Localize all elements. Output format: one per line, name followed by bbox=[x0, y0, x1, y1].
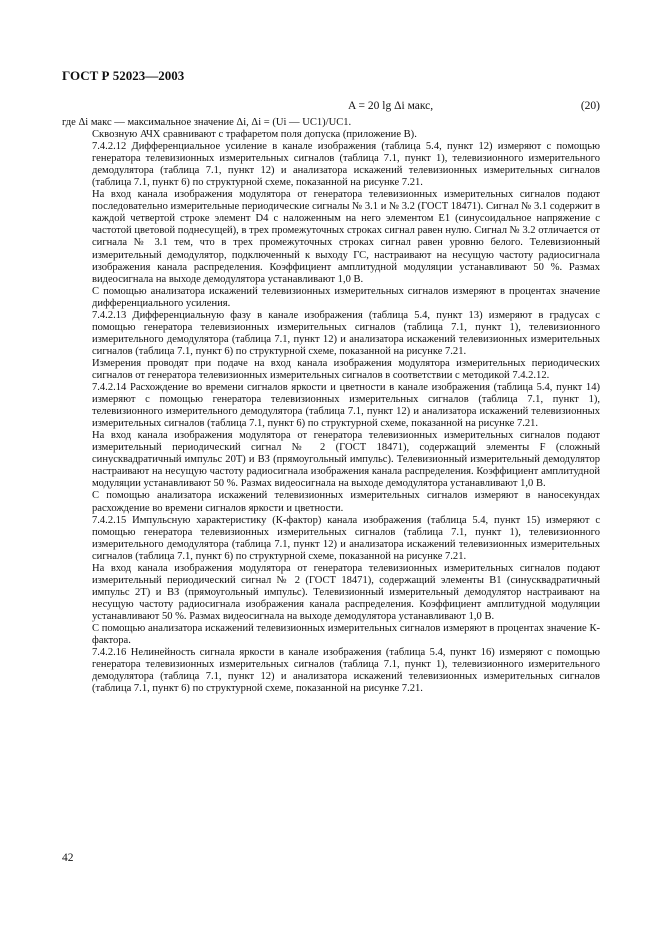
formula-20: A = 20 lg Δi макс, bbox=[348, 100, 434, 112]
body-text bbox=[62, 117, 600, 695]
equation-number: (20) bbox=[580, 100, 600, 112]
paragraph: На вход канала изображения модулятора от генератора телевизионных измерительных сигналов подают измерительный периодический сигнал № 2 (ГОСТ 18471), содержащий элементы В1 (синусквадратичный импульс 2Т) и ВЗ (прямоугольный импульс). Телевизионный измерительный демодулятор настраивают на несущую частоту радиосигнала изображения канала распределения. Коэффициент амплитудной модуляции устанавливают 50 %. Размах видеосигнала на выходе демодулятора устанавливают 1,0 В. bbox=[92, 562, 600, 622]
paragraph: С помощью анализатора искажений телевизионных измерительных сигналов измеряют в процентах значение дифференциального усиления. bbox=[92, 285, 600, 309]
paragraph: С помощью анализатора искажений телевизионных измерительных сигналов измеряют в процентах значение К-фактора. bbox=[92, 622, 600, 647]
paragraph: 7.4.2.12 Дифференциальное усиление в канале изображения (таблица 5.4, пункт 12) измеряют с помощью генератора телевизионных измерительных сигналов (таблица 7.1, пункт 1), телевизионного измерительного демодулятора (таблица 7.1, пункт 12) и анализатора искажений телевизионных измерительных сигналов (таблица 7.1, пункт 6) по структурной схеме, показанной на рисунке 7.21. bbox=[92, 141, 600, 189]
paragraph: Измерения проводят при подаче на вход канала изображения модулятора измерительных периодических сигналов от генератора телевизионных измерительных сигналов в соответствии с методикой 7.4.2.12. bbox=[92, 357, 600, 381]
paragraph: 7.4.2.13 Дифференциальную фазу в канале изображения (таблица 5.4, пункт 13) измеряют в градусах с помощью генератора телевизионных измерительных сигналов (таблица 7.1, пункт 1), телевизионного измерительного демодулятора (таблица 7.1, пункт 12) и анализатора искажений телевизионных измерительных сигналов (таблица 7.1, пункт 6) по структурной схеме, показанной на рисунке 7.21. bbox=[92, 309, 600, 357]
paragraph: На вход канала изображения модулятора от генератора телевизионных измерительных сигналов подают измерительный периодический сигнал № 2 (ГОСТ 18471), содержащий элементы F (сложный синусквадратичный импульс 20Т) и ВЗ (прямоугольный импульс). Телевизионный измерительный демодулятор настраивают на несущую частоту радиосигнала изображения канала распределения. Коэффициент амплитудной модуляции устанавливают 50 %. Размах видеосигнала на выходе демодулятора устанавливают 1,0 В. bbox=[92, 430, 600, 490]
paragraph: где Δi макс — максимальное значение Δi, Δi = (Ui — UC1)/UC1. bbox=[62, 117, 352, 128]
paragraph: 7.4.2.14 Расхождение во времени сигналов яркости и цветности в канале изображения (таблица 5.4, пункт 14) измеряют с помощью генератора телевизионных измерительных сигналов (таблица 7.1, пункт 1), телевизионного измерительного демодулятора (таблица 7.1, пункт 12) и анализатора искажений телевизионных измерительных сигналов (таблица 7.1, пункт 6) по структурной схеме, показанной на рисунке 7.21. bbox=[92, 382, 600, 430]
paragraph: С помощью анализатора искажений телевизионных измерительных сигналов измеряют в наносекундах расхождение во времени сигналов яркости и цветности. bbox=[92, 490, 600, 514]
paragraph: 7.4.2.15 Импульсную характеристику (К-фактор) канала изображения (таблица 5.4, пункт 15) измеряют с помощью генератора телевизионных измерительных сигналов (таблица 7.1, пункт 1), телевизионного измерительного демодулятора (таблица 7.1, пункт 12) и анализатора искажений телевизионных измерительных сигналов (таблица 7.1, пункт 6) по структурной схеме, показанной на рисунке 7.21. bbox=[92, 514, 600, 562]
page-number: 42 bbox=[62, 852, 74, 864]
paragraph: Сквозную АЧХ сравнивают с трафаретом поля допуска (приложение В). bbox=[92, 129, 417, 141]
paragraph: На вход канала изображения модулятора от генератора телевизионных измерительных сигналов подают последовательно измерительные периодические сигналы № 3.1 и № 3.2 (ГОСТ 18471). Сигнал № 3.1 содержит в каждой четвертой строке элемент D4 с наложенным на него элементом E1 (синусоидальное напряжение с частотой цветовой поднесущей), в трех промежуточных строках сигнал равен нулю. Сигнал № 3.2 отличается от сигнала № 3.1 тем, что в трех промежуточных строках сигнал равен уровню белого. Телевизионный измерительный демодулятор, подключенный к выходу ГС, настраивают на несущую частоту радиосигнала изображения канала распределения. Коэффициент амплитудной модуляции устанавливают 50 %. Размах видеосигнала на выходе демодулятора устанавливают 1,0 В. bbox=[92, 189, 600, 285]
document-header: ГОСТ Р 52023—2003 bbox=[62, 68, 185, 83]
paragraph: 7.4.2.16 Нелинейность сигнала яркости в канале изображения (таблица 5.4, пункт 16) измеряют с помощью генератора телевизионных измерительных сигналов (таблица 7.1, пункт 1), телевизионного измерительного демодулятора (таблица 7.1, пункт 12) и анализатора искажений телевизионных измерительных сигналов (таблица 7.1, пункт 6) по структурной схеме, показанной на рисунке 7.21. bbox=[92, 647, 600, 695]
formula-row bbox=[62, 100, 600, 116]
